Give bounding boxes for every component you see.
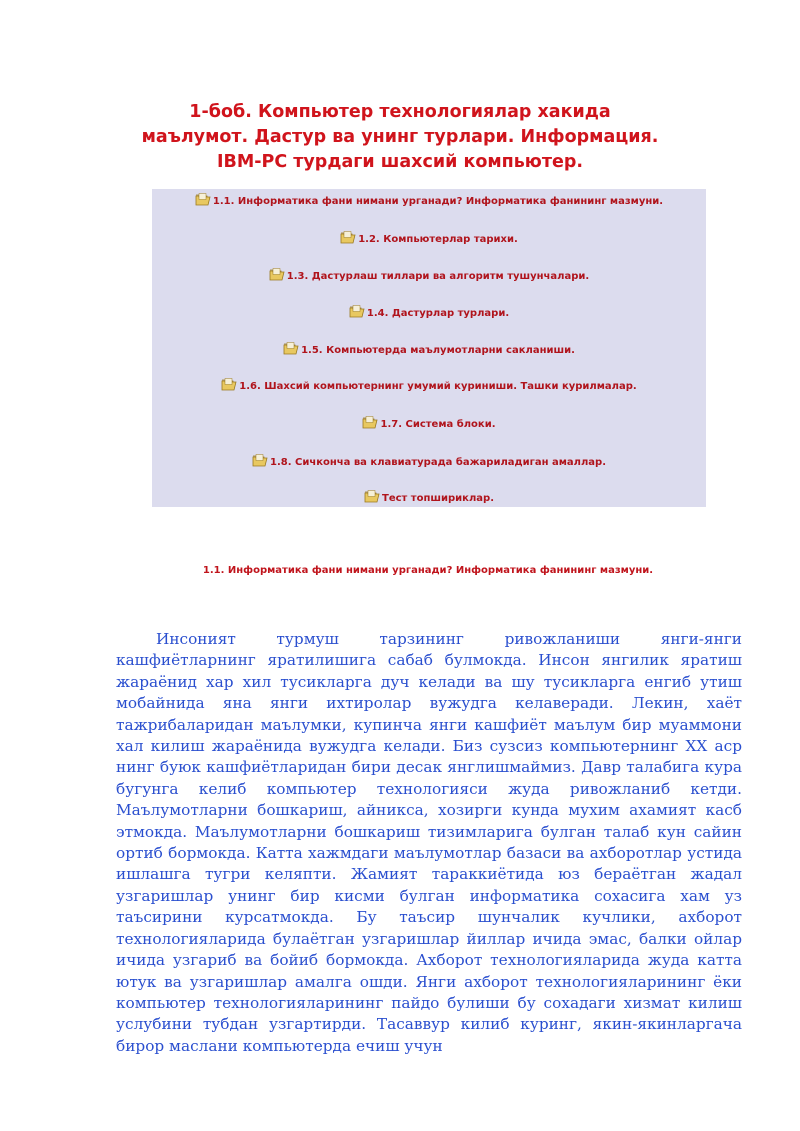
toc-link-1-5[interactable] — [152, 342, 706, 358]
toc-link-label: 1.3. Дастурлаш тиллари ва алгоритм тушунчалари. — [286, 271, 590, 282]
table-of-contents — [152, 189, 706, 507]
folder-icon — [283, 342, 299, 355]
folder-icon — [349, 305, 365, 318]
toc-link-label: 1.6. Шахсий компьютернинг умумий куриниши. Ташки курилмалар. — [239, 381, 637, 392]
chapter-title: 1-боб. Компьютер технологиялар хакида маълумот. Дастур ва унинг турлари. Информация. IBM-PC турдаги шахсий компьютер. — [141, 102, 659, 172]
toc-link-1-8[interactable] — [152, 454, 706, 470]
folder-icon — [221, 378, 237, 391]
toc-link-label: 1.1. Информатика фани нимани урганади? Информатика фанининг мазмуни. — [212, 196, 664, 207]
folder-icon — [362, 416, 378, 429]
body-paragraph: Инсоният турмуш тарзининг ривожланиши янги-янги кашфиётларнинг яратилишига сабаб булмокда. Инсон янгилик яратиш жараёнид хар хил тусикларга дуч келади ва шу тусикларга енгиб утиш мобайнида яна янги ихтиролар вужудга келаверади. Лекин, хаёт тажрибаларидан маълумки, купинча янги кашфиёт маълум бир муаммони хал килиш жараёнида вужудга келади. Биз сузсиз компьютернинг XX аср нинг буюк кашфиётларидан бири десак янглишмаймиз. Давр талабига кура бугунга келиб компьютер технологияси жуда ривожланиб кетди. Маълумотларни бошкариш, айникса, хозирги кунда мухим ахамият касб этмокда. Маълумотларни бошкариш тизимларига булган талаб кун сайин ортиб бормокда. Катта хажмдаги маълумотлар базаси ва ахборотлар устида ишлашга тугри келяпти. Жамият тараккиётида юз бераётган жадал узгаришлар унинг бир кисми булган информатика сохасига хам уз таъсирини курсатмокда. Бу таъсир шунчалик кучлики, ахборот технологияларида булаётган узгаришлар йиллар ичида эмас, балки ойлар ичида узгариб ва бойиб бормокда. Ахборот технологияларида жуда катта ютук ва узгаришлар амалга ошди. Янги ахборот технологияларининг ёки компьютер технологияларининг пайдо булиши бу сохадаги хизмат килиш услубини тубдан узгартирди. Тасаввур килиб куринг, якин-якинларгача бирор маслани компьютерда ечиш учун — [116, 630, 742, 1055]
toc-link-1-3[interactable] — [152, 268, 706, 284]
folder-icon — [269, 268, 285, 281]
toc-link-label: 1.5. Компьютерда маълумотларни сакланиши. — [301, 345, 575, 356]
toc-link-label: 1.4. Дастурлар турлари. — [366, 308, 510, 319]
toc-link-1-4[interactable] — [152, 305, 706, 321]
toc-link-test[interactable] — [152, 490, 706, 506]
toc-link-label: 1.2. Компьютерлар тарихи. — [358, 234, 518, 245]
toc-link-1-1[interactable] — [152, 193, 706, 209]
section-heading: 1.1. Информатика фани нимани урганади? Информатика фанининг мазмуни. — [202, 565, 654, 576]
toc-link-1-2[interactable] — [152, 231, 706, 247]
folder-icon — [364, 490, 380, 503]
toc-link-label: Тест топшириклар. — [382, 493, 494, 504]
folder-icon — [195, 193, 211, 206]
folder-icon — [252, 454, 268, 467]
toc-link-label: 1.8. Сичкончa ва клавиатурада бажариладиган амаллар. — [269, 457, 607, 468]
folder-icon — [340, 231, 356, 244]
toc-link-1-6[interactable] — [152, 378, 706, 394]
toc-link-1-7[interactable] — [152, 416, 706, 432]
toc-link-label: 1.7. Система блоки. — [380, 419, 496, 430]
